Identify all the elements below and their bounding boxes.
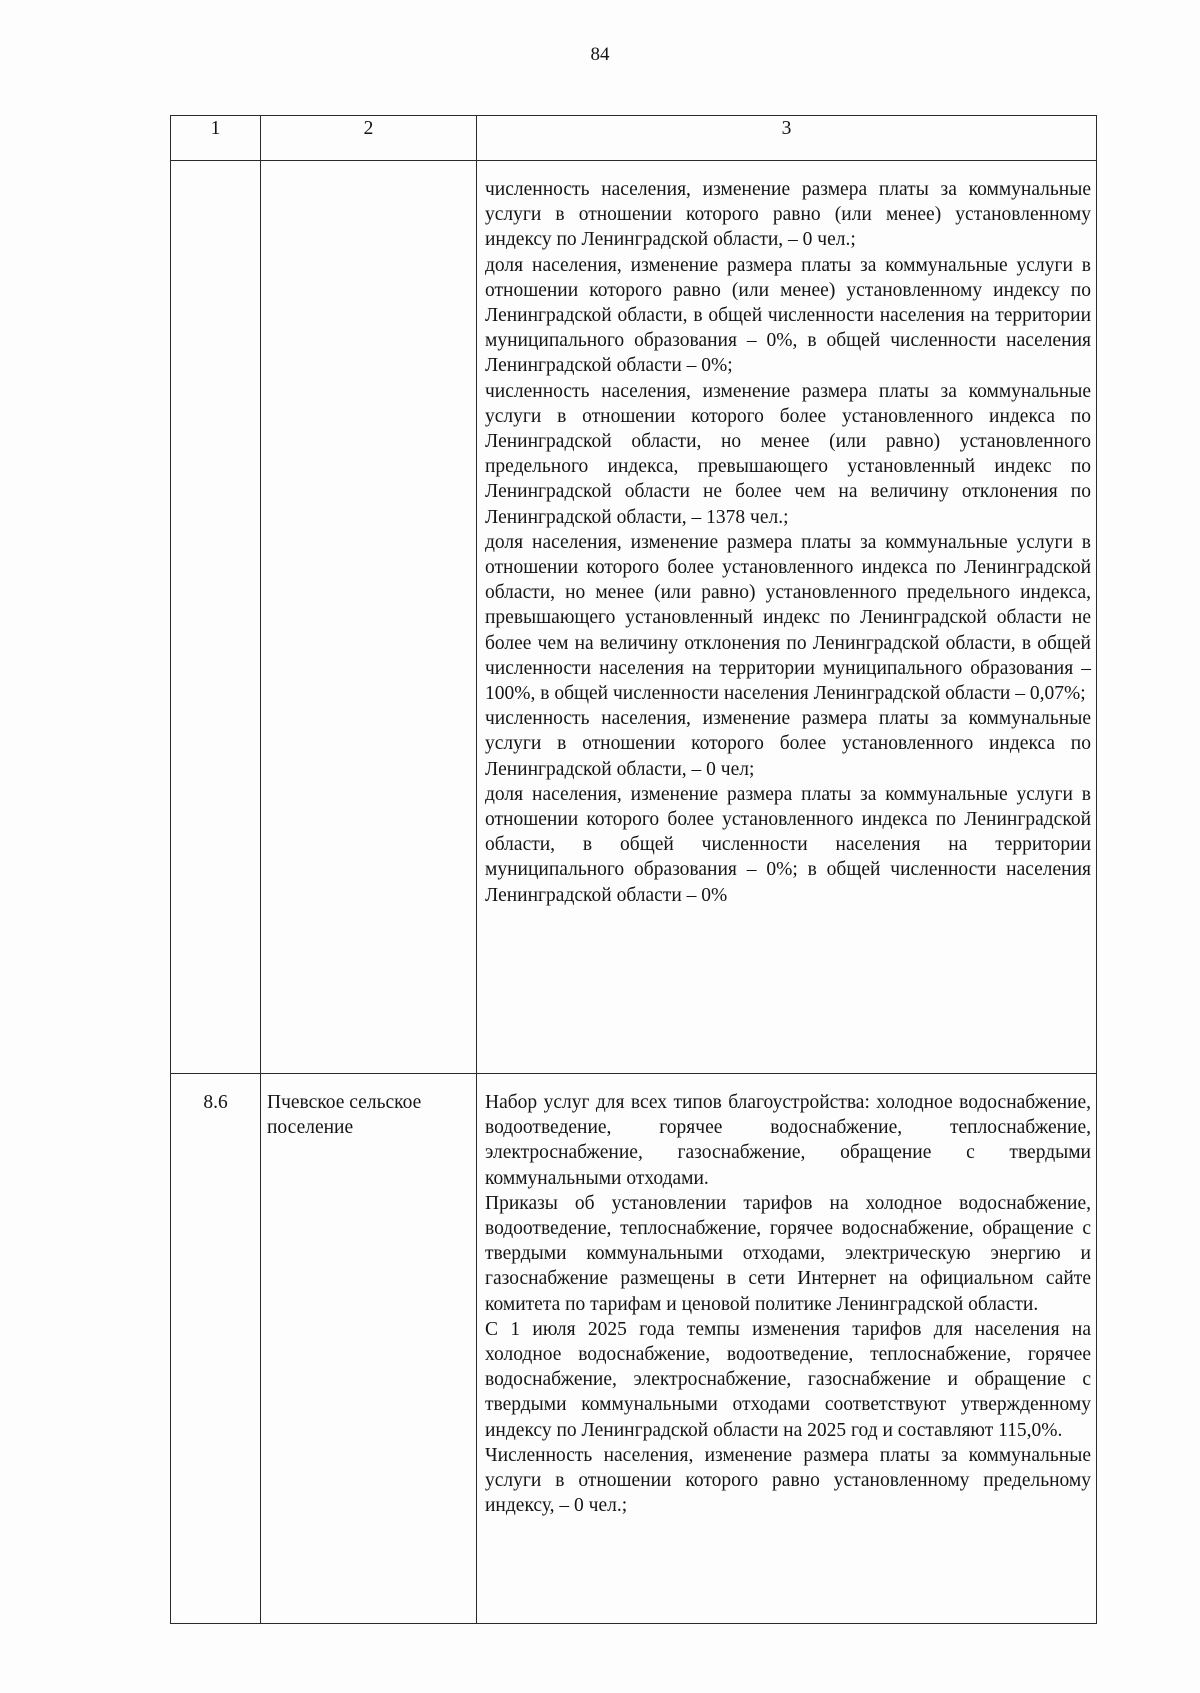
description-cell	[477, 161, 1097, 1074]
description-paragraph: численность населения, изменение размера платы за коммунальные услуги в отношении которого более установленного индекса по Ленинградской области, – 0 чел;	[485, 708, 1091, 780]
description-paragraph: С 1 июля 2025 года темпы изменения тарифов для населения на холодное водоснабжение, водоотведение, теплоснабжение, горячее водоснабжение, электроснабжение, газоснабжение и обращение с твердыми коммунальными отходами соответствуют утвержденному индексу по Ленинградской области на 2025 год и составляют 115,0%.	[485, 1318, 1091, 1441]
description-paragraph: численность населения, изменение размера платы за коммунальные услуги в отношении которого равно (или менее) установленному индексу по Ленинградской области, – 0 чел.;	[485, 179, 1091, 251]
description-cell	[477, 1074, 1097, 1624]
description-paragraph: доля населения, изменение размера платы за коммунальные услуги в отношении которого более установленного индекса по Ленинградской области, но менее (или равно) установленного предельного индекса, превышающего установленный индекс по Ленинградской области не более чем на величину отклонения по Ленинградской области, в общей численности населения на территории муниципального образования – 100%, в общей численности населения Ленинградской области – 0,07%;	[485, 531, 1091, 705]
row-number-cell	[171, 161, 261, 1074]
description-paragraph: доля населения, изменение размера платы за коммунальные услуги в отношении которого равно (или менее) установленному индексу по Ленинградской области, в общей численности населения на территории муниципального образования – 0%, в общей численности населения Ленинградской области – 0%;	[485, 254, 1091, 377]
row-number-cell: 8.6	[171, 1074, 261, 1624]
page-number: 84	[590, 44, 610, 65]
municipality-name-cell	[261, 161, 477, 1074]
description-paragraph: численность населения, изменение размера платы за коммунальные услуги в отношении которого более установленного индекса по Ленинградской области, но менее (или равно) установленного предельного индекса, превышающего установленный индекс по Ленинградской области не более чем на величину отклонения по Ленинградской области, – 1378 чел.;	[485, 380, 1091, 528]
header-col-1: 1	[171, 116, 261, 161]
table-row	[171, 1074, 1097, 1624]
description-paragraph: Численность населения, изменение размера платы за коммунальные услуги в отношении которого равно установленному предельному индексу, – 0 чел.;	[485, 1444, 1091, 1517]
table-header-row	[171, 116, 1097, 161]
description-paragraph: Набор услуг для всех типов благоустройства: холодное водоснабжение, водоотведение, горячее водоснабжение, теплоснабжение, электроснабжение, газоснабжение, обращение с твердыми коммунальными отходами.	[485, 1092, 1091, 1189]
header-col-3: 3	[477, 116, 1097, 161]
header-col-2: 2	[261, 116, 477, 161]
description-paragraph: доля населения, изменение размера платы за коммунальные услуги в отношении которого более установленного индекса по Ленинградской области, в общей численности населения на территории муниципального образования – 0%; в общей численности населения Ленинградской области – 0%	[485, 783, 1091, 906]
data-table	[170, 115, 1097, 1624]
table-row	[171, 161, 1097, 1074]
municipality-name-cell: Пчевское сельское поселение	[261, 1074, 477, 1624]
description-paragraph: Приказы об установлении тарифов на холодное водоснабжение, водоотведение, теплоснабжение, горячее водоснабжение, обращение с твердыми коммунальными отходами, электрическую энергию и газоснабжение размещены в сети Интернет на официальном сайте комитета по тарифам и ценовой политике Ленинградской области.	[485, 1192, 1091, 1315]
